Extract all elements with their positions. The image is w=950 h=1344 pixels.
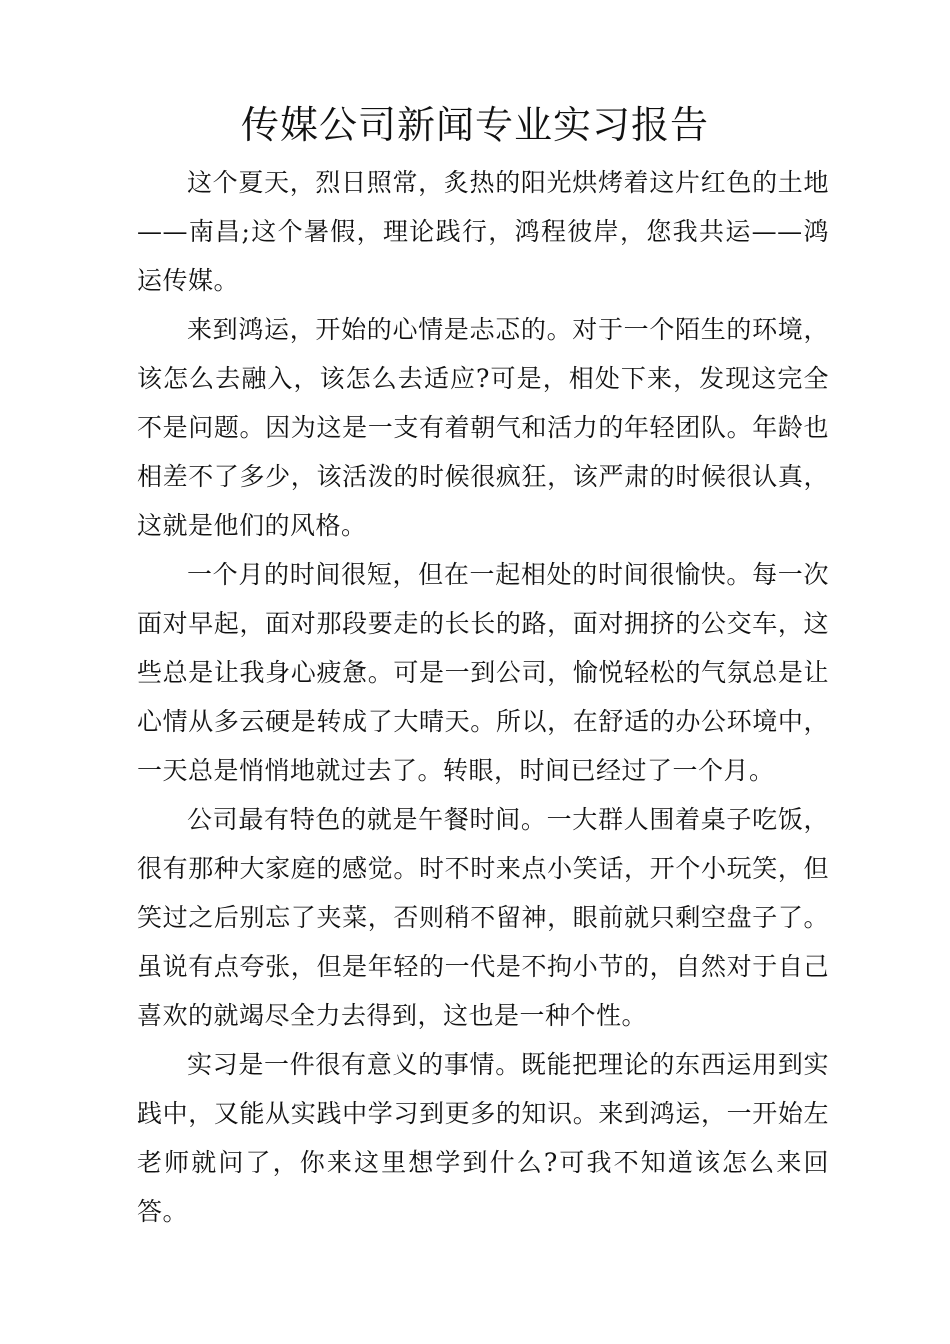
document-title: 传媒公司新闻专业实习报告 bbox=[240, 103, 709, 147]
paragraph: 这个夏天，烈日照常，炙热的阳光烘烤着这片红色的土地——南昌;这个暑假，理论践行，鸿程彼岸，您我共运——鸿运传媒。 bbox=[137, 168, 829, 295]
paragraph: 一个月的时间很短，但在一起相处的时间很愉快。每一次面对早起，面对那段要走的长长的路，面对拥挤的公交车，这些总是让我身心疲惫。可是一到公司，愉悦轻松的气氛总是让心情从多云硬是转成了大晴天。所以，在舒适的办公环境中，一天总是悄悄地就过去了。转眼，时间已经过了一个月。 bbox=[137, 560, 829, 785]
paragraph: 公司最有特色的就是午餐时间。一大群人围着桌子吃饭，很有那种大家庭的感觉。时不时来点小笑话，开个小玩笑，但笑过之后别忘了夹菜，否则稍不留神，眼前就只剩空盘子了。虽说有点夸张，但是年轻的一代是不拘小节的，自然对于自己喜欢的就竭尽全力去得到，这也是一种个性。 bbox=[137, 805, 829, 1030]
paragraph: 来到鸿运，开始的心情是忐忑的。对于一个陌生的环境，该怎么去融入，该怎么去适应?可是，相处下来，发现这完全不是问题。因为这是一支有着朝气和活力的年轻团队。年龄也相差不了多少，该活泼的时候很疯狂，该严肃的时候很认真，这就是他们的风格。 bbox=[137, 315, 829, 540]
paragraph: 实习是一件很有意义的事情。既能把理论的东西运用到实践中，又能从实践中学习到更多的知识。来到鸿运，一开始左老师就问了，你来这里想学到什么?可我不知道该怎么来回答。 bbox=[137, 1050, 829, 1226]
document-body bbox=[137, 158, 829, 1236]
